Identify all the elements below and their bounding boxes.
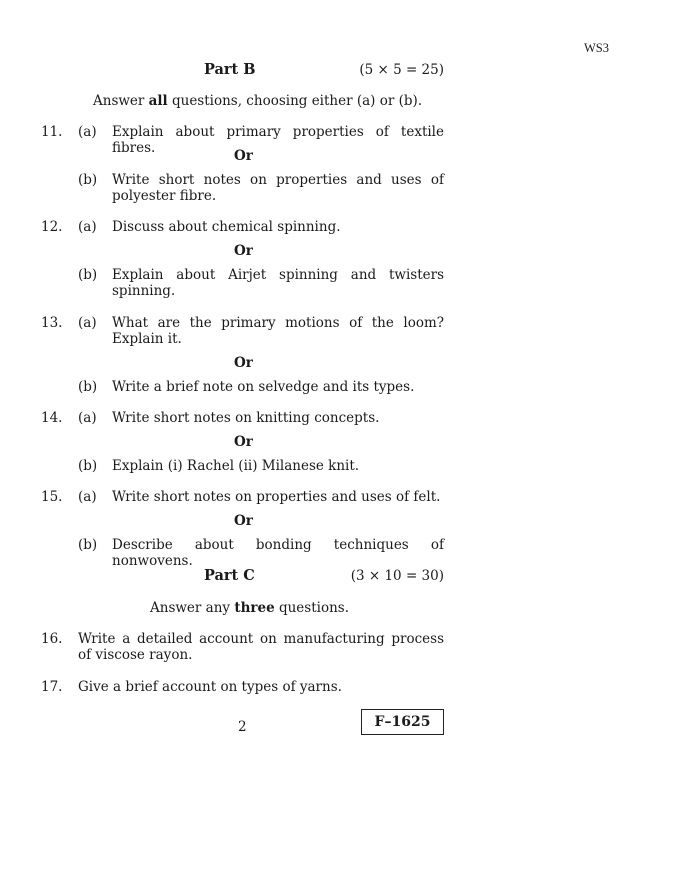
question-14b-text: Explain (i) Rachel (ii) Milanese knit. (112, 458, 360, 474)
option-b-label: (b) (78, 458, 98, 474)
part-b-instruction: Answer all questions, choosing either (a) or (b). (93, 93, 423, 109)
or-separator: Or (234, 243, 253, 259)
question-11b-text: Write short notes on properties and uses of polyester fibre. (112, 172, 444, 204)
or-separator: Or (234, 434, 253, 450)
option-a-label: (a) (78, 410, 97, 426)
option-a-label: (a) (78, 219, 97, 235)
part-c-marks: (3 × 10 = 30) (350, 568, 444, 584)
option-b-label: (b) (78, 379, 98, 395)
question-15b-text: Describe about bonding techniques of nonwovens. (112, 537, 444, 569)
or-separator: Or (234, 148, 253, 164)
question-number: 17. (41, 679, 63, 695)
question-number: 12. (41, 219, 63, 235)
paper-code: F–1625 (374, 714, 431, 730)
paper-code-box (361, 709, 444, 735)
part-b-title: Part B (204, 61, 256, 78)
question-number: 16. (41, 631, 63, 647)
option-b-label: (b) (78, 172, 98, 188)
question-14a-text: Write short notes on knitting concepts. (112, 410, 380, 426)
question-13b-text: Write a brief note on selvedge and its types. (112, 379, 415, 395)
or-separator: Or (234, 513, 253, 529)
or-separator: Or (234, 355, 253, 371)
option-b-label: (b) (78, 537, 98, 553)
question-12a-text: Discuss about chemical spinning. (112, 219, 341, 235)
question-number: 13. (41, 315, 63, 331)
question-12b-text: Explain about Airjet spinning and twisters spinning. (112, 267, 444, 299)
question-number: 15. (41, 489, 63, 505)
question-number: 11. (41, 124, 63, 140)
option-a-label: (a) (78, 489, 97, 505)
option-a-label: (a) (78, 124, 97, 140)
question-11a-text: Explain about primary properties of textile fibres. (112, 124, 444, 156)
question-13a-text: What are the primary motions of the loom? Explain it. (112, 315, 444, 347)
part-b-marks: (5 × 5 = 25) (359, 62, 444, 78)
part-c-instruction: Answer any three questions. (150, 600, 350, 616)
part-c-title: Part C (204, 567, 255, 584)
question-17-text: Give a brief account on types of yarns. (78, 679, 342, 695)
option-b-label: (b) (78, 267, 98, 283)
question-15a-text: Write short notes on properties and uses of felt. (112, 489, 441, 505)
paper-header-code: WS3 (584, 41, 609, 55)
page-number: 2 (238, 719, 247, 735)
question-number: 14. (41, 410, 63, 426)
option-a-label: (a) (78, 315, 97, 331)
question-16-text: Write a detailed account on manufacturing process of viscose rayon. (78, 631, 444, 663)
